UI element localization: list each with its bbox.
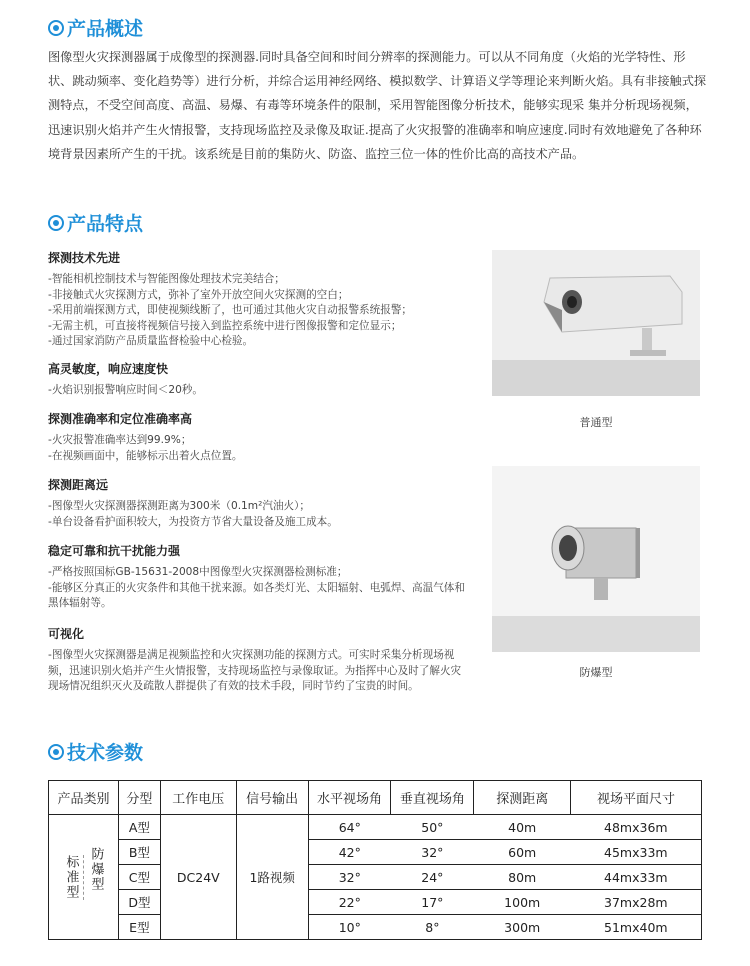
feature-line: -单台设备看护面积较大，为投资方节省大量设备及施工成本。	[48, 515, 338, 528]
feature-line: -非接触式火灾探测方式，弥补了室外开放空间火灾探测的空白；	[48, 288, 349, 301]
feature-block	[48, 625, 468, 695]
specs-title-text: 技术参数	[67, 742, 144, 764]
feature-heading: 高灵敏度，响应速度快	[48, 362, 169, 376]
h-angle-cell: 10°	[308, 915, 391, 940]
size-cell: 48mx36m	[571, 815, 702, 840]
type-cell: B型	[118, 840, 160, 865]
feature-line: -通过国家消防产品质量监督检验中心检验。	[48, 335, 254, 348]
header-cell: 信号输出	[236, 781, 308, 815]
feature-line: -图像型火灾探测器是满足视频监控和火灾探测功能的探测方式。可实时采集分析现场视频，迅速识别火焰并产生火情报警，支持现场监控与录像取证。为指挥中心及时了解火灾现场情况组织灭火及疏散人群提供了有效的技术手段，同时节约了宝贵的时间。	[48, 649, 462, 693]
v-angle-cell: 8°	[391, 915, 474, 940]
size-cell: 44mx33m	[571, 865, 702, 890]
features-title	[48, 209, 143, 236]
h-angle-cell: 64°	[308, 815, 391, 840]
feature-heading: 探测技术先进	[48, 251, 121, 265]
features-title-text: 产品特点	[67, 213, 144, 235]
feature-heading: 稳定可靠和抗干扰能力强	[48, 544, 181, 558]
header-cell: 产品类别	[49, 781, 119, 815]
distance-cell: 80m	[474, 865, 571, 890]
explosion-proof-camera-caption: 防爆型	[579, 666, 613, 679]
standard-camera-caption: 普通型	[579, 416, 613, 429]
target-circle-icon	[48, 215, 64, 231]
target-circle-icon	[48, 20, 64, 36]
voltage-cell: DC24V	[160, 815, 236, 940]
standard-camera-photo	[492, 250, 700, 396]
feature-block	[48, 410, 468, 464]
feature-line: -智能相机控制技术与智能图像处理技术完美结合；	[48, 273, 285, 285]
type-cell: C型	[118, 865, 160, 890]
size-cell: 37mx28m	[571, 890, 702, 915]
feature-line: -严格按照国标GB-15631-2008中图像型火灾探测器检测标准；	[48, 566, 348, 578]
spec-table	[48, 780, 702, 940]
distance-cell: 100m	[474, 890, 571, 915]
header-cell: 水平视场角	[308, 781, 391, 815]
header-cell: 工作电压	[160, 781, 236, 815]
category-explosion-proof: 防爆型	[88, 846, 104, 892]
table-row	[49, 890, 702, 915]
feature-line: -采用前端探测方式，即使视频线断了，也可通过其他火灾自动报警系统报警；	[48, 304, 413, 317]
specs-title	[48, 738, 143, 765]
explosion-proof-camera-icon	[492, 466, 700, 652]
v-angle-cell: 24°	[391, 865, 474, 890]
header-cell: 探测距离	[474, 781, 571, 815]
h-angle-cell: 42°	[308, 840, 391, 865]
header-cell: 视场平面尺寸	[571, 781, 702, 815]
target-circle-icon	[48, 744, 64, 760]
header-cell: 垂直视场角	[391, 781, 474, 815]
h-angle-cell: 32°	[308, 865, 391, 890]
table-row	[49, 815, 702, 840]
feature-block	[48, 476, 468, 530]
category-cell	[49, 815, 119, 940]
feature-line: -火灾报警准确率达到99.9%；	[48, 434, 192, 446]
size-cell: 45mx33m	[571, 840, 702, 865]
feature-line: -在视频画面中，能够标示出着火点位置。	[48, 449, 243, 462]
overview-title-text: 产品概述	[67, 18, 144, 40]
signal-cell: 1路视频	[236, 815, 308, 940]
table-row	[49, 865, 702, 890]
standard-camera-icon	[492, 250, 700, 396]
category-standard: 标准型	[61, 855, 84, 900]
feature-line: -图像型火灾探测器探测距离为300米（0.1m²汽油火）；	[48, 500, 311, 512]
table-row	[49, 915, 702, 940]
header-cell: 分型	[118, 781, 160, 815]
spec-header-row	[49, 781, 702, 815]
feature-block	[48, 360, 468, 399]
type-cell: A型	[118, 815, 160, 840]
overview-title	[48, 14, 143, 41]
feature-line: -无需主机，可直接将视频信号接入到监控系统中进行图像报警和定位显示；	[48, 319, 402, 332]
distance-cell: 40m	[474, 815, 571, 840]
distance-cell: 60m	[474, 840, 571, 865]
feature-block	[48, 249, 468, 350]
feature-line: -火焰识别报警响应时间＜20秒。	[48, 384, 204, 396]
h-angle-cell: 22°	[308, 890, 391, 915]
type-cell: D型	[118, 890, 160, 915]
table-row	[49, 840, 702, 865]
explosion-proof-camera-photo	[492, 466, 700, 652]
type-cell: E型	[118, 915, 160, 940]
feature-block	[48, 542, 468, 612]
feature-heading: 可视化	[48, 627, 85, 641]
distance-cell: 300m	[474, 915, 571, 940]
feature-line: -能够区分真正的火灾条件和其他干扰来源。如各类灯光、太阳辐射、电弧焊、高温气体和黑体辐射等。	[48, 581, 465, 610]
v-angle-cell: 17°	[391, 890, 474, 915]
size-cell: 51mx40m	[571, 915, 702, 940]
overview-body: 图像型火灾探测器属于成像型的探测器.同时具备空间和时间分辨率的探测能力。可以从不同角度（火焰的光学特性、形状、跳动频率、变化趋势等）进行分析，并综合运用神经网络、模拟数学、计算语义学等理论来判断火焰。具有非接触式探测特点，不受空间高度、高温、易爆、有毒等环境条件的限制，采用智能图像分析技术，能够实现采 集并分析现场视频，迅速识别火焰并产生火情报警，支持现场监控及录像及取证.提高了火灾报警的准确率和响应速度.同时有效地避免了各种环境背景因素所产生的干扰。该系统是目前的集防火、防盗、监控三位一体的性价比高的高技术产品。	[48, 50, 707, 161]
v-angle-cell: 32°	[391, 840, 474, 865]
feature-heading: 探测距离远	[48, 478, 109, 492]
v-angle-cell: 50°	[391, 815, 474, 840]
feature-heading: 探测准确率和定位准确率高	[48, 412, 193, 426]
